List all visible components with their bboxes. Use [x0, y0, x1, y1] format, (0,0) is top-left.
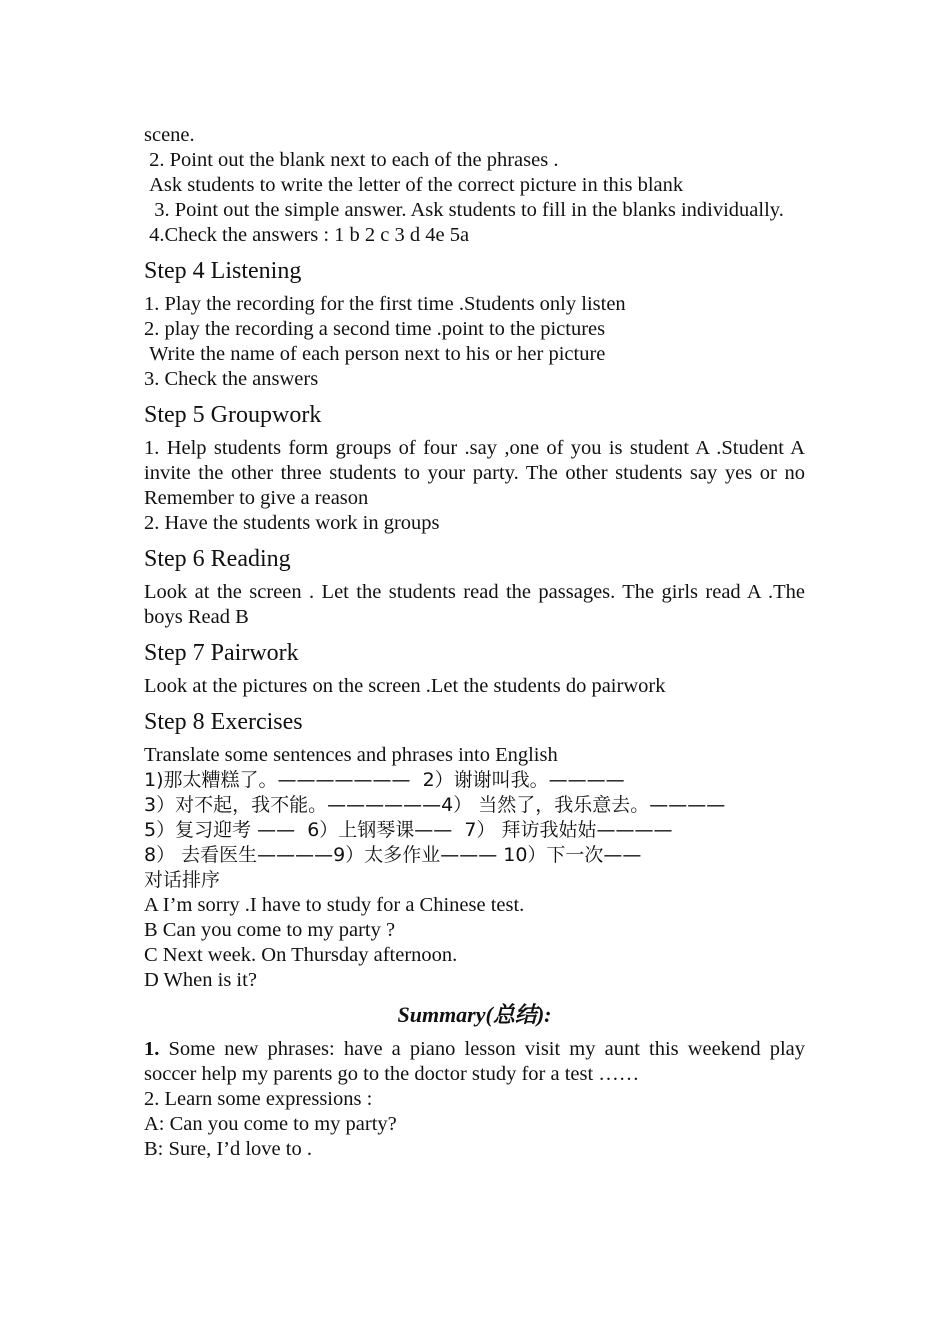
- step8-order-line-a: A I’m sorry .I have to study for a Chinese test.: [144, 894, 525, 916]
- intro-line-simple-answer: 3. Point out the simple answer. Ask students to fill in the blanks individually.: [144, 199, 784, 221]
- step8-order-line-c: C Next week. On Thursday afternoon.: [144, 944, 458, 966]
- step5-heading: Step 5 Groupwork: [144, 402, 322, 428]
- step6-heading: Step 6 Reading: [144, 546, 291, 572]
- step8-translate-line-1: 1)那太糟糕了。——————— 2）谢谢叫我。————: [144, 769, 625, 791]
- summary-title: Summary(总结):: [397, 1002, 552, 1027]
- step5-line-1: 1. Help students form groups of four .say ,one of you is student A .Student A invite the other three students to your party. The other students say yes or no Remember to give a reason: [144, 437, 811, 509]
- step8-translate-line-3: 5）复习迎考 —— 6）上钢琴课—— 7） 拜访我姑姑————: [144, 819, 673, 841]
- intro-line-ask-students: Ask students to write the letter of the correct picture in this blank: [144, 174, 684, 196]
- summary-line-b: B: Sure, I’d love to .: [144, 1138, 312, 1160]
- step4-heading: Step 4 Listening: [144, 258, 302, 284]
- intro-line-check-answers: 4.Check the answers : 1 b 2 c 3 d 4e 5a: [144, 224, 470, 246]
- step6-line-1: Look at the screen . Let the students read the passages. The girls read A .The boys Read B: [144, 581, 811, 628]
- step8-order-line-d: D When is it?: [144, 969, 257, 991]
- step8-order-line-b: B Can you come to my party ?: [144, 919, 396, 941]
- document-page: [144, 123, 811, 1162]
- step7-line-1: Look at the pictures on the screen .Let the students do pairwork: [144, 675, 666, 697]
- step8-order-title: 对话排序: [144, 869, 221, 891]
- step4-line-2: 2. play the recording a second time .point to the pictures: [144, 318, 606, 340]
- step7-heading: Step 7 Pairwork: [144, 640, 299, 666]
- intro-line-point-out-blank: 2. Point out the blank next to each of the phrases .: [144, 149, 559, 171]
- step4-line-3: Write the name of each person next to his or her picture: [144, 343, 606, 365]
- step4-line-4: 3. Check the answers: [144, 368, 319, 390]
- summary-point-1-text: Some new phrases: have a piano lesson visit my aunt this weekend play soccer help my parents go to the doctor study for a test ……: [144, 1038, 811, 1085]
- summary-point-1-number: 1.: [144, 1038, 160, 1060]
- step8-translate-line-4: 8） 去看医生————9）太多作业——— 10）下一次——: [144, 844, 642, 866]
- step8-intro: Translate some sentences and phrases into English: [144, 744, 558, 766]
- step8-heading: Step 8 Exercises: [144, 709, 303, 735]
- step8-translate-line-2: 3）对不起，我不能。——————4） 当然了，我乐意去。————: [144, 794, 726, 816]
- summary-line-2: 2. Learn some expressions :: [144, 1088, 373, 1110]
- step4-line-1: 1. Play the recording for the first time .Students only listen: [144, 293, 626, 315]
- step5-line-2: 2. Have the students work in groups: [144, 512, 440, 534]
- summary-line-a: A: Can you come to my party?: [144, 1113, 397, 1135]
- summary-point-1: [144, 1037, 811, 1087]
- intro-line-scene: scene.: [144, 124, 195, 146]
